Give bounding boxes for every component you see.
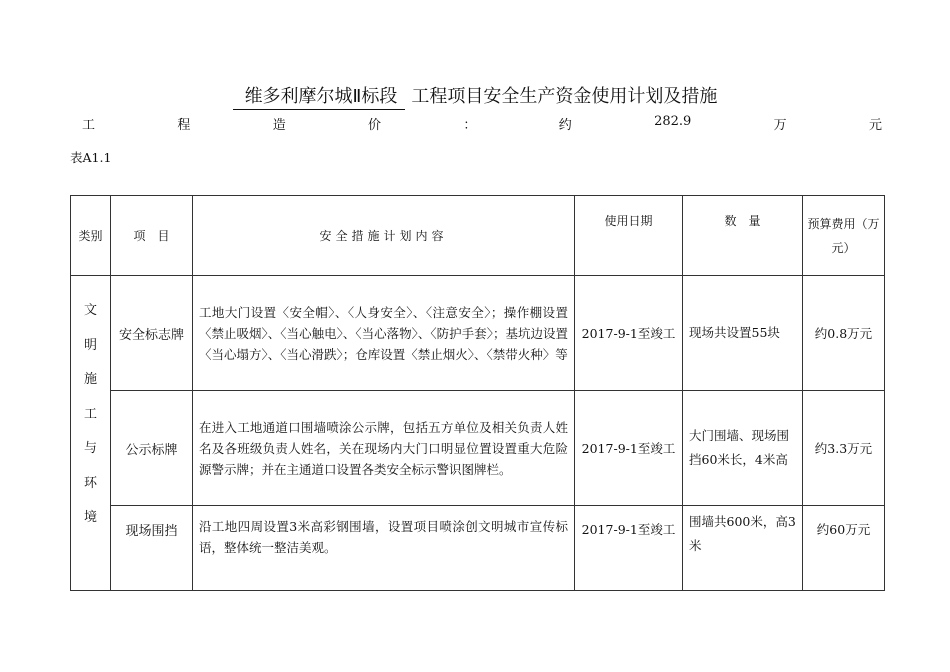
content-cell: 工地大门设置〈安全帽〉、〈人身安全〉、〈注意安全〉；操作棚设置〈禁止吸烟〉、〈当心触电〉、〈当心落物〉、〈防护手套〉；基坑边设置〈当心塌方〉、〈当心滑跌〉；仓库设置〈禁止烟火〉、〈禁带火种〉等 bbox=[193, 276, 575, 391]
budget-cell: 约60万元 bbox=[803, 506, 885, 591]
table-row bbox=[71, 276, 885, 391]
content-cell: 沿工地四周设置3米高彩钢围墙，设置项目喷涂创文明城市宣传标语，整体统一整洁美观。 bbox=[193, 506, 575, 591]
cost-char: 元 bbox=[868, 118, 882, 133]
header-date: 使用日期 bbox=[575, 196, 683, 276]
project-name: 维多利摩尔城Ⅱ标段 bbox=[233, 82, 406, 110]
cost-char: ： bbox=[463, 118, 477, 133]
cost-char: 价 bbox=[368, 118, 382, 133]
table-number: 表A1.1 bbox=[70, 150, 112, 165]
header-category: 类别 bbox=[71, 196, 111, 276]
qty-cell: 围墙共600米，高3米 bbox=[683, 506, 803, 591]
budget-cell: 约3.3万元 bbox=[803, 391, 885, 506]
content-cell: 在进入工地通道口围墙喷涂公示牌，包括五方单位及相关负责人姓名及各班级负责人姓名，关在现场内大门口明显位置设置重大危险源警示牌；并在主通道口设置各类安全标示警识图牌栏。 bbox=[193, 391, 575, 506]
category-cell bbox=[71, 276, 111, 591]
cost-char: 造 bbox=[272, 118, 286, 133]
header-qty: 数 量 bbox=[683, 196, 803, 276]
document-title bbox=[0, 82, 950, 110]
header-item: 项 目 bbox=[111, 196, 193, 276]
qty-cell: 大门围墙、现场围挡60米长，4米高 bbox=[683, 391, 803, 506]
category-char: 工 bbox=[83, 406, 97, 422]
cost-char: 程 bbox=[177, 118, 191, 133]
budget-cell: 约0.8万元 bbox=[803, 276, 885, 391]
qty-cell: 现场共设置55块 bbox=[683, 276, 803, 391]
date-cell: 2017-9-1至竣工 bbox=[575, 391, 683, 506]
date-cell: 2017-9-1至竣工 bbox=[575, 506, 683, 591]
item-cell: 安全标志牌 bbox=[111, 276, 193, 391]
cost-line bbox=[82, 114, 882, 133]
category-char: 与 bbox=[83, 441, 97, 456]
cost-char: 约 bbox=[558, 118, 572, 133]
category-char: 环 bbox=[83, 475, 97, 491]
table-header-row bbox=[71, 196, 885, 276]
cost-value: 282.9 bbox=[654, 114, 692, 129]
title-text: 工程项目安全生产资金使用计划及措施 bbox=[411, 86, 718, 107]
cost-char: 工 bbox=[82, 118, 96, 133]
safety-fund-table bbox=[70, 195, 885, 591]
header-budget bbox=[803, 196, 885, 276]
table-row bbox=[71, 506, 885, 591]
category-char: 境 bbox=[83, 510, 97, 525]
cost-char: 万 bbox=[773, 118, 787, 133]
table-row bbox=[71, 391, 885, 506]
header-budget-line: 元） bbox=[831, 240, 856, 255]
date-cell: 2017-9-1至竣工 bbox=[575, 276, 683, 391]
category-char: 明 bbox=[83, 337, 97, 353]
category-char: 施 bbox=[83, 372, 97, 387]
header-budget-line: 预算费用（万 bbox=[807, 216, 880, 231]
header-plan: 安全措施计划内容 bbox=[193, 196, 575, 276]
item-cell: 现场围挡 bbox=[111, 506, 193, 591]
category-char: 文 bbox=[83, 303, 97, 318]
item-cell: 公示标牌 bbox=[111, 391, 193, 506]
